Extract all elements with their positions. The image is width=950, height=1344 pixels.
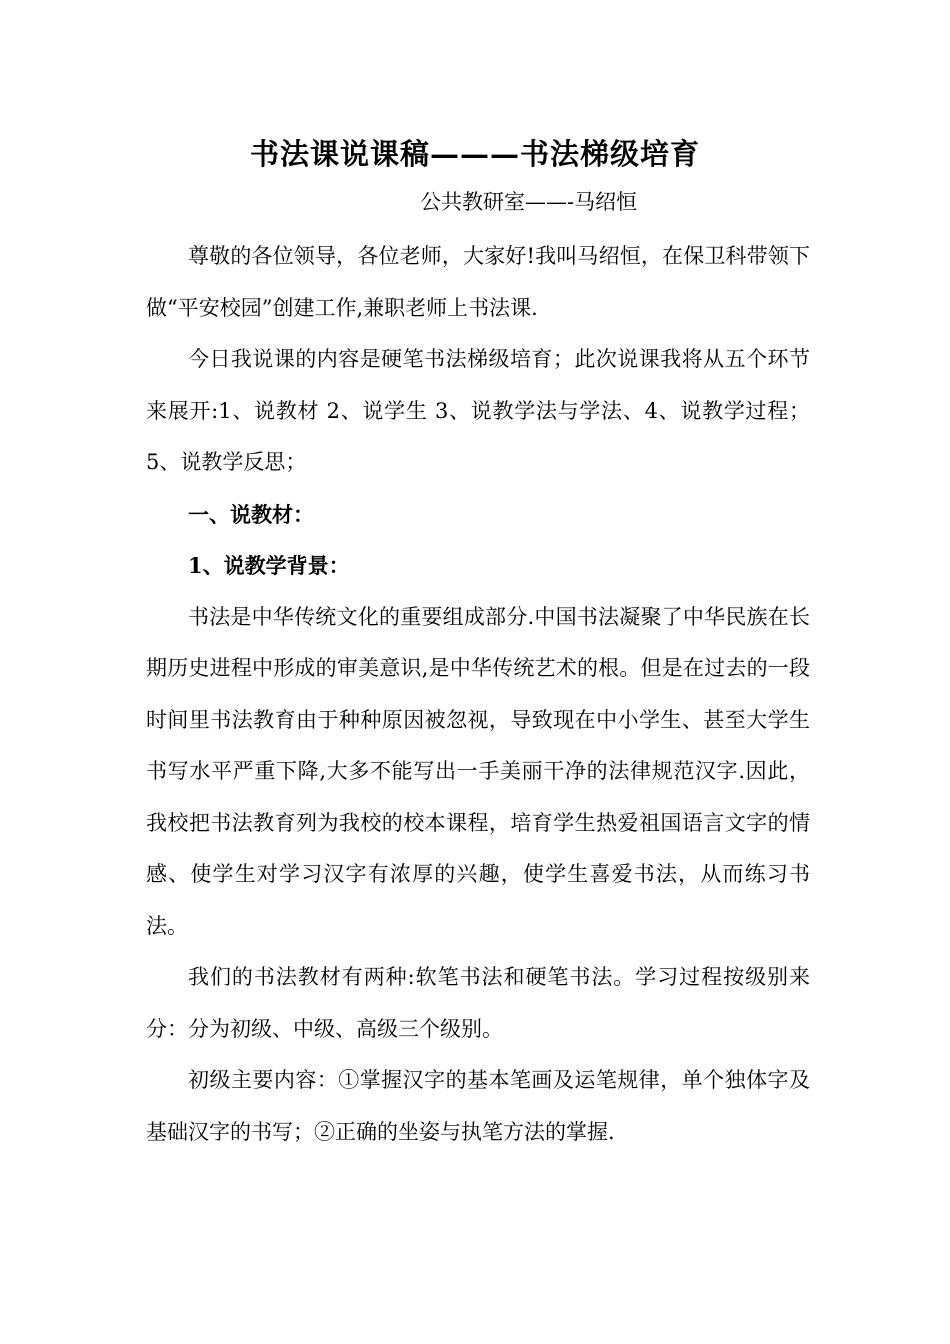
document-title: 书法课说课稿———书法梯级培育: [249, 137, 700, 171]
document-author: 公共教研室——-马绍恒: [420, 190, 638, 214]
section-heading: 一、说教材：: [188, 501, 314, 527]
subsection-heading: 1、说教学背景：: [188, 553, 350, 578]
paragraph-background: 书法是中华传统文化的重要组成部分.中国书法凝聚了中华民族在长期历史进程中形成的审美意识,是中华传统艺术的根。但是在过去的一段时间里书法教育由于种种原因被忽视，导致现在中小学生、甚至大学生书写水平严重下降,大多不能写出一手美丽干净的法律规范汉字.因此，我校把书法教育列为我校的校本课程，培育学生热爱祖国语言文字的情感、使学生对学习汉字有浓厚的兴趣，使学生喜爱书法，从而练习书法。: [146, 604, 810, 938]
paragraph-materials: 我们的书法教材有两种:软笔书法和硬笔书法。学习过程按级别来分：分为初级、中级、高级三个级别。: [146, 965, 810, 1041]
paragraph-beginner-content: 初级主要内容：①掌握汉字的基本笔画及运笔规律，单个独体字及基础汉字的书写；②正确的坐姿与执笔方法的掌握.: [146, 1068, 810, 1144]
paragraph-greeting: 尊敬的各位领导，各位老师，大家好!我叫马绍恒，在保卫科带领下做“平安校园”创建工作,兼职老师上书法课.: [146, 244, 810, 320]
paragraph-outline: 今日我说课的内容是硬笔书法梯级培育；此次说课我将从五个环节来展开:1、说教材 2、说学生 3、说教学法与学法、4、说教学过程；5、说教学反思；: [146, 347, 810, 474]
document-body: [146, 231, 810, 1158]
